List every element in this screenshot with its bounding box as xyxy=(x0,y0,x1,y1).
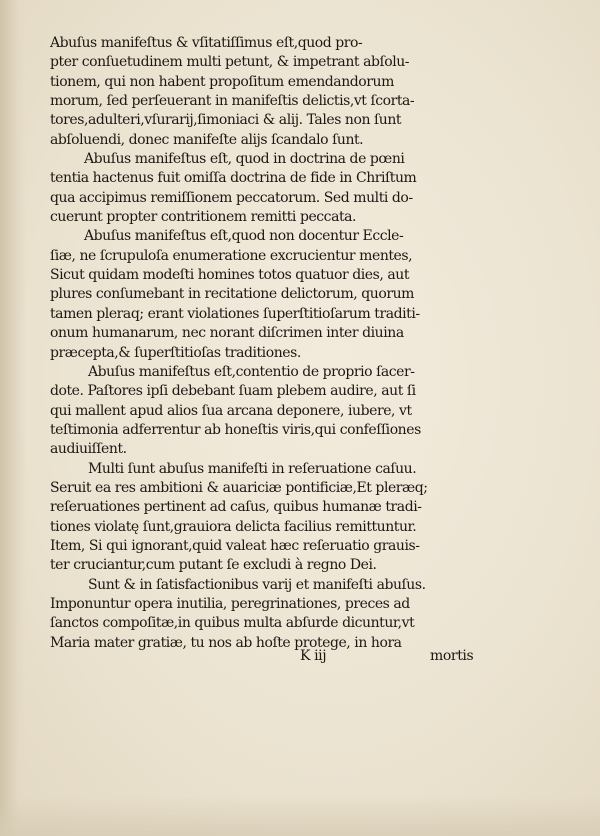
text-line: qui mallent apud alios ſua arcana deponere, iubere, vt xyxy=(50,402,412,419)
text-line: tionem, qui non habent propoſitum emendandorum xyxy=(50,73,394,90)
text-line: Item, Si qui ignorant,quid valeat hæc reſeruatio grauis- xyxy=(50,537,420,554)
text-line: reſeruationes pertinent ad caſus, quibus humanæ tradi- xyxy=(50,499,422,516)
text-line: morum, ſed perſeuerant in manifeſtis delictis,vt ſcorta- xyxy=(50,93,415,110)
page-footer xyxy=(300,648,474,668)
text-line: teſtimonia adferrentur ab honeſtis viris,qui confeſſiones xyxy=(50,421,421,438)
text-line: tores,adulteri,vſurarij,ſimoniaci & alij. Tales non ſunt xyxy=(50,112,402,129)
text-line: abſoluendi, donec manifeſte alijs ſcandalo ſunt. xyxy=(50,131,364,148)
text-line: Maria mater gratiæ, tu nos ab hoſte protege, in hora xyxy=(50,634,402,651)
text-line: tentia hactenus fuit omiſſa doctrina de fide in Chriſtum xyxy=(50,170,417,187)
text-line: ter cruciantur,cum putant ſe excludi à regno Dei. xyxy=(50,557,377,574)
text-line: ſiæ, ne ſcrupuloſa enumeratione excrucientur mentes, xyxy=(50,247,413,264)
text-line: tamen pleraq; erant violationes ſuperſtitioſarum traditi- xyxy=(50,305,420,322)
text-line: cuerunt propter contritionem remitti peccata. xyxy=(50,209,357,226)
signature-mark: K iij xyxy=(300,648,327,664)
text-line: Abuſus manifeſtus eſt, quod in doctrina de pœni xyxy=(84,151,405,168)
text-line: pter conſuetudinem multi petunt, & impetrant abſolu- xyxy=(50,54,410,71)
text-line: audiuiſſent. xyxy=(50,441,127,458)
text-line: Seruit ea res ambitioni & auariciæ pontificiæ,Et pleræq; xyxy=(50,479,428,496)
catchword: mortis xyxy=(430,648,474,664)
text-line: Sicut quidam modeſti homines totos quatuor dies, aut xyxy=(50,267,409,284)
text-line: dote. Paſtores ipſi debebant ſuam plebem audire, aut ſi xyxy=(50,383,416,400)
text-line: Abuſus manifeſtus & vſitatiſſimus eſt,quod pro- xyxy=(50,35,363,51)
text-line: Multi ſunt abuſus manifeſti in reſeruatione caſuu. xyxy=(88,460,417,477)
text-line: onum humanarum, nec norant diſcrimen inter diuina xyxy=(50,325,404,342)
text-line: plures conſumebant in recitatione delictorum, quorum xyxy=(50,286,414,303)
text-line: tiones violatę ſunt,grauiora delicta facilius remittuntur. xyxy=(50,518,417,535)
text-line: Imponuntur opera inutilia, peregrinationes, preces ad xyxy=(50,595,410,612)
text-block xyxy=(50,34,462,653)
text-line: præcepta,& ſuperſtitioſas traditiones. xyxy=(50,344,301,361)
text-line: ſanctos compoſitæ,in quibus multa abſurde dicuntur,vt xyxy=(50,615,415,632)
text-line: Abuſus manifeſtus eſt,quod non docentur Eccle- xyxy=(84,228,404,245)
text-line: Abuſus manifeſtus eſt,contentio de proprio ſacer- xyxy=(88,363,415,380)
text-line: qua accipimus remiſſionem peccatorum. Sed multi do- xyxy=(50,189,413,206)
text-line: Sunt & in ſatisfactionibus varij et manifeſti abuſus. xyxy=(88,576,426,593)
